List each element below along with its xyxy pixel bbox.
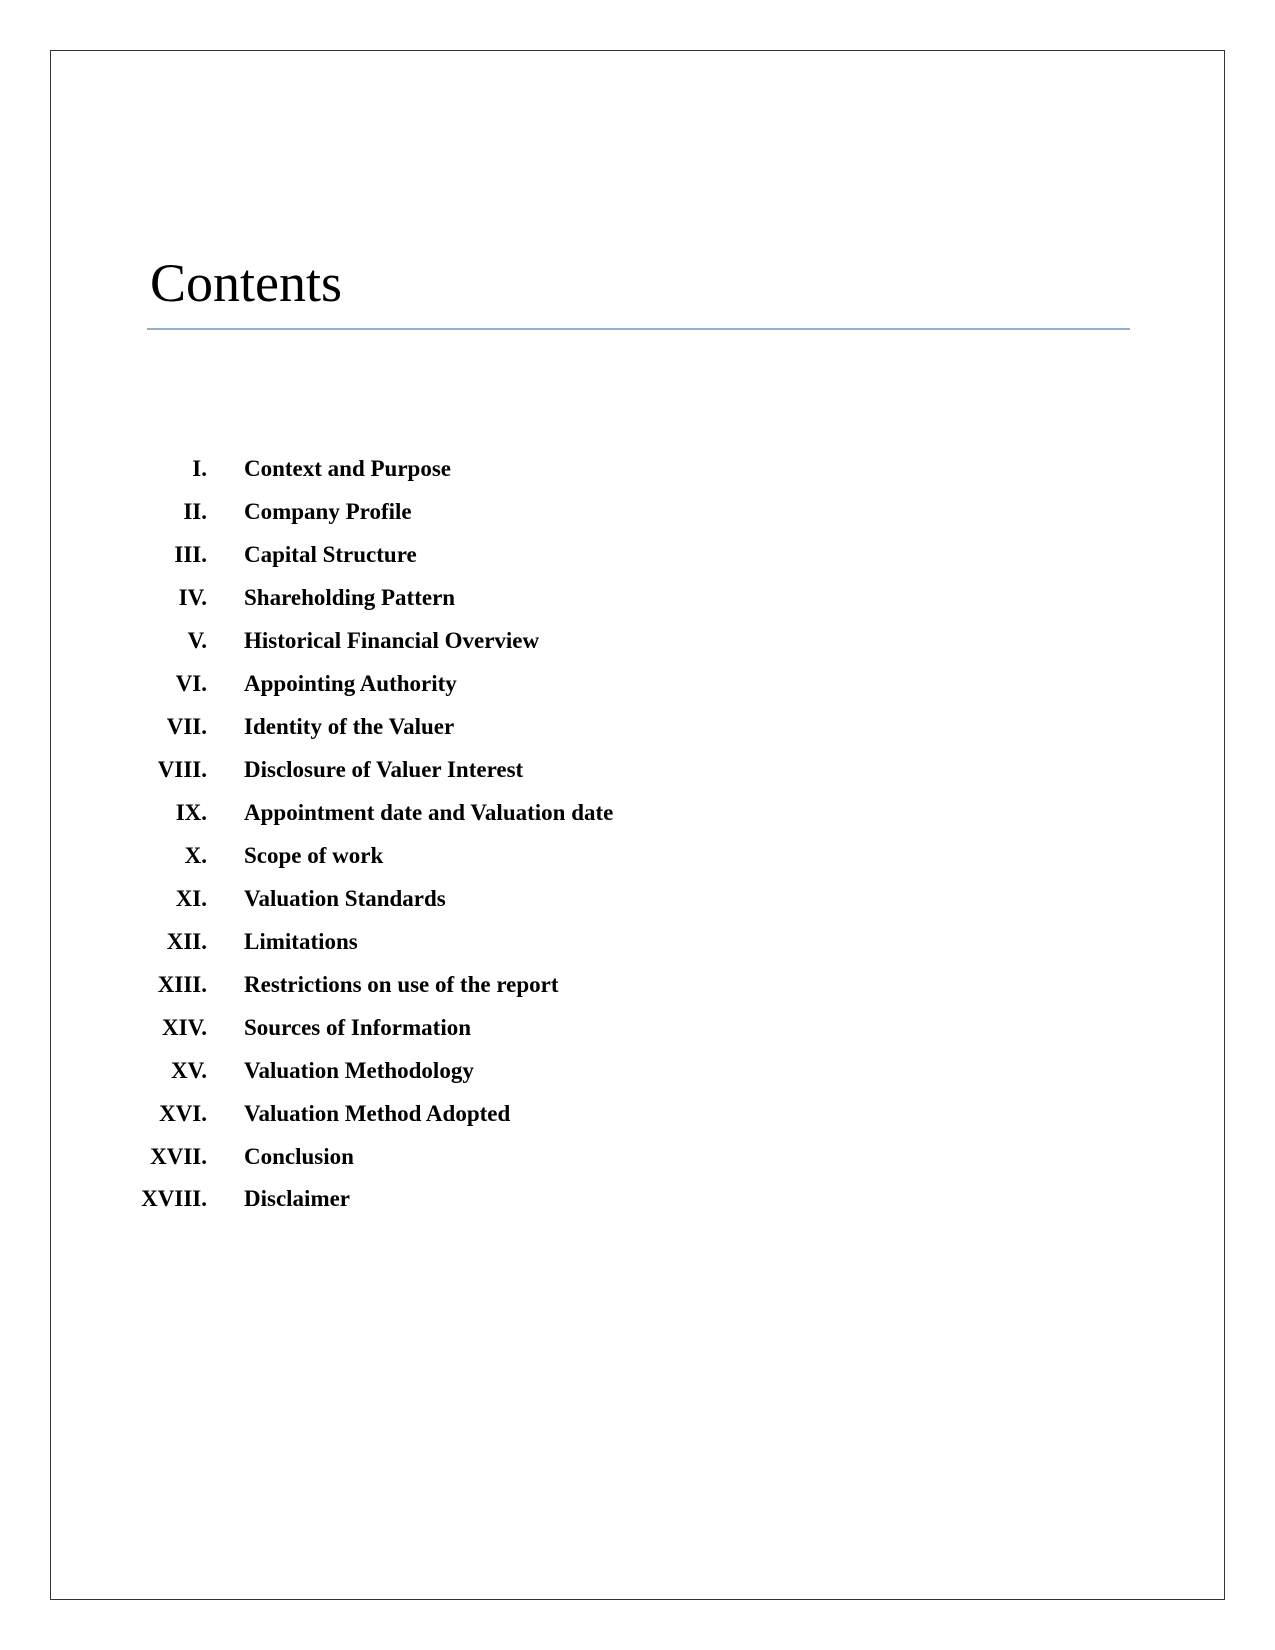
- toc-entry[interactable]: [0, 500, 900, 543]
- toc-entry-numeral: IV.: [178, 584, 207, 610]
- toc-entry-title[interactable]: Valuation Methodology: [244, 1057, 474, 1083]
- toc-entry-numeral: X.: [184, 842, 207, 868]
- toc-entry[interactable]: [0, 887, 900, 930]
- title-underline: [147, 328, 1130, 330]
- toc-entry[interactable]: [0, 801, 900, 844]
- toc-entry-numeral: XII.: [166, 928, 207, 954]
- toc-entry-title[interactable]: Shareholding Pattern: [244, 584, 456, 610]
- toc-entry-numeral: II.: [183, 498, 207, 524]
- toc-entry-title[interactable]: Disclaimer: [244, 1186, 351, 1212]
- toc-entry[interactable]: [0, 715, 900, 758]
- toc-entry-numeral: VII.: [166, 713, 207, 739]
- toc-entry[interactable]: [0, 586, 900, 629]
- toc-entry-title[interactable]: Restrictions on use of the report: [244, 971, 559, 997]
- toc-entry-title[interactable]: Appointing Authority: [244, 670, 457, 696]
- toc-entry-title[interactable]: Sources of Information: [244, 1014, 472, 1040]
- toc-entry-title[interactable]: Company Profile: [244, 498, 412, 524]
- toc-entry-numeral: XVIII.: [141, 1186, 207, 1212]
- toc-entry-numeral: XV.: [170, 1057, 207, 1083]
- toc-entry-title[interactable]: Conclusion: [244, 1143, 354, 1169]
- toc-entry-title[interactable]: Scope of work: [244, 842, 384, 868]
- toc-entry-title[interactable]: Appointment date and Valuation date: [244, 799, 614, 825]
- toc-entry-title[interactable]: Valuation Standards: [244, 885, 446, 911]
- toc-entry[interactable]: [0, 543, 900, 586]
- toc-entry-numeral: VIII.: [157, 756, 207, 782]
- toc-entry-title[interactable]: Limitations: [244, 928, 358, 954]
- toc-entry-numeral: VI.: [175, 670, 207, 696]
- toc-entry-title[interactable]: Historical Financial Overview: [244, 627, 540, 653]
- page-title: Contents: [150, 253, 343, 313]
- toc-entry-numeral: XVII.: [150, 1143, 207, 1169]
- toc-entry[interactable]: [0, 672, 900, 715]
- toc-entry[interactable]: [0, 844, 900, 887]
- toc-entry[interactable]: [0, 758, 900, 801]
- toc-entry[interactable]: [0, 1102, 900, 1145]
- toc-entry-title[interactable]: Capital Structure: [244, 541, 417, 567]
- toc-entry-title[interactable]: Disclosure of Valuer Interest: [244, 756, 524, 782]
- toc-entry-numeral: I.: [192, 456, 207, 481]
- toc-entry-numeral: III.: [174, 541, 207, 567]
- toc-entry-title[interactable]: Identity of the Valuer: [244, 713, 455, 739]
- toc-entry[interactable]: [0, 457, 900, 500]
- toc-entry-title[interactable]: Context and Purpose: [244, 456, 452, 481]
- toc-entry-numeral: IX.: [175, 799, 207, 825]
- toc-entry-title[interactable]: Valuation Method Adopted: [244, 1100, 511, 1126]
- toc-entry[interactable]: [0, 1059, 900, 1102]
- toc-entry-numeral: XIV.: [162, 1014, 207, 1040]
- toc-entry-numeral: XVI.: [159, 1100, 207, 1126]
- toc-entry[interactable]: [0, 629, 900, 672]
- toc-entry-numeral: XI.: [175, 885, 207, 911]
- toc-entry[interactable]: [0, 1145, 900, 1188]
- toc-entry[interactable]: [0, 1187, 900, 1230]
- toc-entry-numeral: XIII.: [157, 971, 207, 997]
- table-of-contents: [0, 457, 900, 1230]
- toc-entry[interactable]: [0, 973, 900, 1016]
- toc-entry[interactable]: [0, 930, 900, 973]
- toc-entry-numeral: V.: [187, 627, 207, 653]
- toc-entry[interactable]: [0, 1016, 900, 1059]
